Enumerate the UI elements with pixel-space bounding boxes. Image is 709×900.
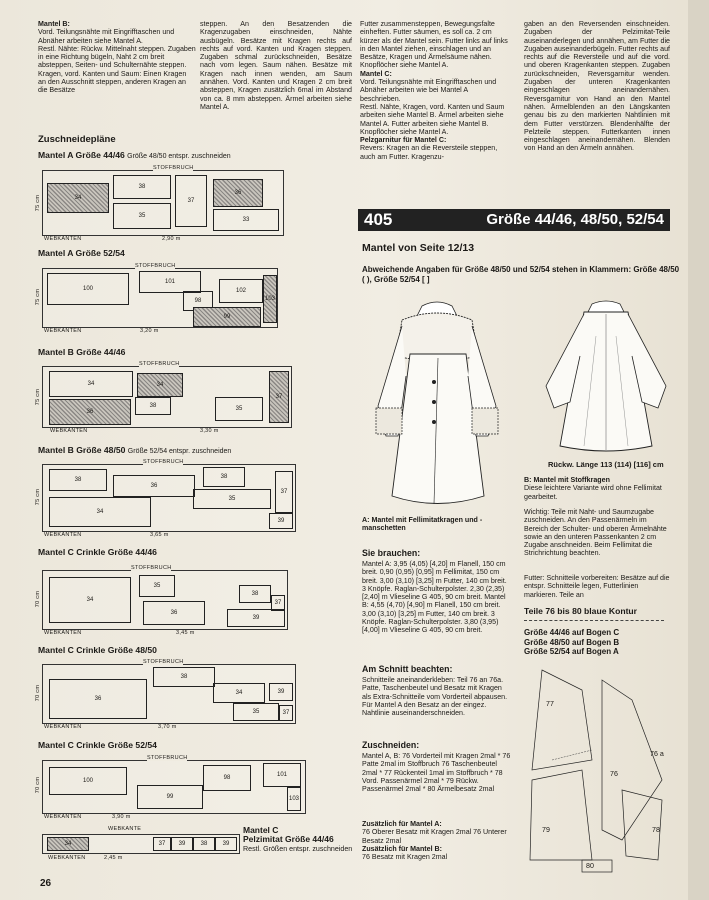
pattern-piece: 38	[135, 397, 171, 415]
cutting-layout-5	[42, 565, 288, 630]
pattern-piece: 38	[193, 837, 215, 851]
pattern-label: 79	[542, 826, 550, 834]
pattern-piece: 39	[171, 837, 193, 851]
pattern-piece: 101	[263, 763, 301, 787]
width-label: 3,70 m	[158, 724, 177, 730]
pattern-piece: 38	[49, 469, 107, 491]
pattern-piece: 37	[269, 371, 289, 423]
cutting-layout-1	[42, 165, 284, 236]
coat-b-illustration	[540, 296, 672, 456]
pattern-piece: 34	[49, 371, 133, 397]
width-label: 3,20 m	[140, 328, 159, 334]
pattern-piece: 98	[203, 765, 251, 791]
pattern-piece: 39	[269, 513, 293, 529]
layout-title-2: Mantel A Größe 52/54	[38, 248, 125, 258]
page-number: 26	[40, 878, 52, 889]
width-label: 3,45 m	[176, 630, 195, 636]
pattern-piece: 102	[219, 279, 263, 303]
height-label: 75 cm	[35, 488, 42, 506]
width-label: 3,65 m	[150, 532, 169, 538]
cutting-layout-4	[42, 459, 296, 532]
article-title: Mantel von Seite 12/13	[362, 242, 475, 254]
pattern-piece: 33	[213, 209, 279, 231]
fold-label: STOFFBRUCH	[131, 565, 172, 571]
pattern-piece: 35	[233, 703, 279, 721]
width-label: 3,90 m	[112, 814, 131, 820]
pattern-piece: 99	[193, 307, 261, 327]
col4-instructions: gaben an den Reversenden einschneiden. Zugaben der Pelzimitat-Teile auseinanderlegen und annähen, am Futter die Zugaben auseinanderbügeln. Futter rechts auf rechts auf die Reversteile und auf die vord. und oberen Kragenkanten steppen. Zugaben zurückschneiden, Reversgarnitur wenden. Zugaben der unteren Kragenkanten eingeschlagen aneinandernähen. Reversgarnitur von Hand an den Mantel nähen. Ärmelblenden an den Längskanten genau bis zu den markierten Nahtlinien mit dem Futter verstürzen. Blendenhälfte der Pelzteile steppen. Futterkanten innen eingeschlagen aneinandernähen. Blenden von Hand an den Ärmeln annähen.	[524, 20, 670, 153]
selvage-label: WEBKANTEN	[44, 724, 82, 730]
teile-heading: Teile 76 bis 80 blaue Kontur	[524, 606, 638, 616]
pattern-piece: 35	[113, 203, 171, 229]
fold-label: STOFFBRUCH	[135, 263, 176, 269]
width-label: 2,90 m	[162, 236, 181, 242]
pattern-piece: 34	[47, 183, 109, 213]
cutting-layout-7	[42, 755, 306, 814]
fold-label: STOFFBRUCH	[139, 361, 180, 367]
wichtig-note: Wichtig: Teile mit Naht- und Saumzugabe zuschneiden. An den Passenärmeln im Bereich der Schulter- und oberen Ärmelnähte sowie an den unteren Passenkanten 2 cm Zugabe anschneiden. Beim Fellimitat die Strichrichtung beachten.	[524, 508, 667, 558]
layout-title-7: Mantel C Crinkle Größe 52/54	[38, 740, 157, 750]
pattern-piece: 36	[213, 179, 263, 207]
pattern-piece: 37	[275, 471, 293, 513]
pattern-piece: 34	[49, 577, 131, 623]
bogen-list: Größe 44/46 auf Bogen C Größe 48/50 auf Bogen B Größe 52/54 auf Bogen A	[524, 628, 620, 656]
mantel-b-heading: Mantel B:	[38, 20, 70, 28]
layout-title-3: Mantel B Größe 44/46	[38, 347, 126, 357]
abweichende-note: Abweichende Angaben für Größe 48/50 und 52/54 stehen in Klammern: Größe 48/50 ( ), Größe 52/54 [ ]	[362, 265, 680, 284]
sie-brauchen-heading: Sie brauchen:	[362, 548, 421, 558]
selvage-label: WEBKANTEN	[48, 855, 86, 861]
fold-label: STOFFBRUCH	[143, 659, 184, 665]
mantel-b-instructions	[38, 20, 196, 95]
height-label: 70 cm	[35, 684, 42, 702]
pattern-piece: 39	[227, 609, 285, 627]
col2-instructions: steppen. An den Besatzenden die Kragenzugaben einschneiden, Nähte ausbügeln. Besätze mit Kragen rechts auf rechts auf vord. Kanten und Kragen steppen. Zugaben schmal zurückschneiden, Besätze nach vorn legen. Saum nähen. Besätze mit Kragen nach innen wenden, am Saum annähen. Vord. Kanten und Kragen 2 cm breit absteppen, Kragen zusätzlich 6mal im Abstand von ca. 8 mm absteppen. Ärmel arbeiten siehe Mantel A.	[200, 20, 352, 111]
zusaetzlich-a: Zusätzlich für Mantel A: 76 Oberer Besatz mit Kragen 2mal 76 Unterer Besatz 2mal Zusätzlich für Mantel B: 76 Besatz mit Kragen 2mal	[362, 820, 507, 862]
height-label: 75 cm	[35, 388, 42, 406]
fold-label: STOFFBRUCH	[153, 165, 194, 171]
width-label: 2,45 m	[104, 855, 123, 861]
layout-title-4: Mantel B Größe 48/50 Größe 52/54 entspr. zuschneiden	[38, 445, 232, 455]
selvage-label: WEBKANTEN	[44, 236, 82, 242]
fold-label: STOFFBRUCH	[143, 459, 184, 465]
mantel-b-text-2: Restl. Nähte: Rückw. Mittelnaht steppen. Zugaben in eine Richtung bügeln, Naht 2 cm breit absteppen, Seiten- und Schulternähte steppen.	[38, 44, 196, 70]
pattern-piece: 36	[143, 601, 205, 625]
zuschneiden-text: Mantel A, B: 76 Vorderteil mit Kragen 2mal * 76 Patte 2mal im Stoffbruch 76 Taschenbeutel 2mal * 77 Rückenteil 1mal im Stoffbruch * 78 Vord. Passenärmel 2mal * 79 Rückw. Passenärmel 2mal * 80 Ärmelbesatz 2mal	[362, 752, 511, 794]
layout-title-6: Mantel C Crinkle Größe 48/50	[38, 645, 157, 655]
pattern-piece: 99	[137, 785, 203, 809]
pattern-piece: 36	[49, 679, 147, 719]
pattern-piece: 34	[213, 683, 265, 703]
futter-note: Futter: Schnitteile vorbereiten: Besätze auf die entspr. Schnitteile legen, Futterlinien markieren. Teile an	[524, 574, 670, 599]
caption-b: B: Mantel mit Stoffkragen Diese leichtere Variante wird ohne Fellimitat gearbeitet.	[524, 476, 662, 501]
selvage-label: WEBKANTEN	[44, 630, 82, 636]
coat-a-illustration	[362, 296, 512, 514]
caption-a: A: Mantel mit Fellimitatkragen und -manschetten	[362, 516, 483, 533]
pattern-piece: 101	[139, 271, 201, 293]
am-schnitt-text: Schnitteile aneinanderkleben: Teil 76 an 76a. Patte, Taschenbeutel und Besatz mit Kragen als Extra-Schnitteile vom Vorderteil abpausen. Für Mantel A den Besatz an der eingez. Nahtlinie auseinanderschneiden.	[362, 676, 508, 718]
pattern-piece: 38	[203, 467, 245, 487]
height-label: 70 cm	[35, 776, 42, 794]
pattern-piece: 38	[113, 175, 171, 199]
height-label: 75 cm	[35, 194, 42, 212]
layout-title-5: Mantel C Crinkle Größe 44/46	[38, 547, 157, 557]
pattern-overview-sketch	[522, 660, 672, 880]
height-label: 70 cm	[35, 590, 42, 608]
pattern-piece: 103	[287, 787, 301, 811]
pattern-piece: 37	[271, 595, 285, 611]
pattern-piece: 98	[183, 291, 213, 311]
pattern-piece: 37	[279, 705, 293, 721]
pattern-label: 76	[610, 770, 618, 778]
pattern-piece: 103	[263, 275, 277, 323]
pattern-piece: 35	[139, 575, 175, 597]
selvage-label: WEBKANTEN	[44, 814, 82, 820]
cutting-layout-6	[42, 659, 296, 724]
selvage-label: WEBKANTEN	[44, 532, 82, 538]
back-length: Rückw. Länge 113 (114) [116] cm	[548, 460, 664, 469]
pattern-sizes: Größe 44/46, 48/50, 52/54	[486, 211, 664, 228]
width-label: 3,30 m	[200, 428, 219, 434]
zuschneiden-heading: Zuschneiden:	[362, 740, 420, 750]
height-label: 75 cm	[35, 288, 42, 306]
am-schnitt-heading: Am Schnitt beachten:	[362, 664, 453, 674]
selvage-label: WEBKANTE	[108, 826, 142, 832]
sie-brauchen-text: Mantel A: 3,95 (4,05) [4,20] m Flanell, 150 cm breit. 0,90 (0,95) [0,95] m Fellimitat, 150 cm breit. 3,00 (3,10) [3,25] m Futter, 140 cm breit. 3 Knöpfe. Raglan-Schulterpolster. 2,30 (2,35) [2,40] m Vlieseline G 405, 90 cm breit. Mantel B: 4,55 (4,70) [4,90] m Flanell, 150 cm breit. 3,00 (3,10) [3,25] m Futter, 140 cm breit. 3 Knöpfe. Raglan-Schulterpolster. 3,80 (3,95) [4,00] m Vlieseline G 405, 90 cm breit.	[362, 560, 507, 635]
pattern-piece: 36	[113, 475, 195, 497]
pattern-label: 76 a	[650, 750, 664, 758]
small-layout-caption: Mantel C Pelzimitat Größe 44/46 Restl. Größen entspr. zuschneiden	[243, 825, 353, 853]
pattern-piece: 35	[193, 489, 271, 509]
pattern-piece: 38	[153, 667, 215, 687]
col3-instructions: Futter zusammensteppen, Bewegungsfalte einheften. Futter säumen, es soll ca. 2 cm kürzer als der Mantel sein. Futter links auf links in den Mantel ziehen, einschlagen und an Besätze, Kragen und Ärmelsäume nähen. Knopflöcher siehe Mantel A. Mantel C: Vord. Teilungsnähte mit Eingrifftaschen und Abnäher arbeiten wie bei Mantel A beschrieben. Restl. Nähte, Kragen, vord. Kanten und Saum arbeiten siehe Mantel B. Ärmel arbeiten siehe Mantel A. Futter arbeiten siehe Mantel B. Knopflöcher siehe Mantel A. Pelzgarnitur für Mantel C: Revers: Kragen an die Reversteile steppen, auch am Futter. Kragenzu-	[360, 20, 508, 161]
fold-label: STOFFBRUCH	[147, 755, 188, 761]
cutting-layout-3	[42, 361, 292, 428]
mantel-b-text-3: Kragen, vord. Kanten und Saum: Einen Kragen an den Ausschnitt steppen, anderen Kragen an die Besätze	[38, 69, 187, 95]
pattern-piece: 37	[153, 837, 171, 851]
pattern-piece: 100	[47, 273, 129, 305]
pattern-number: 405	[364, 210, 393, 229]
pattern-piece: 34	[137, 373, 183, 397]
pattern-piece: 100	[49, 767, 127, 795]
selvage-label: WEBKANTEN	[44, 328, 82, 334]
pattern-piece: 38	[239, 585, 271, 603]
wave-divider	[524, 620, 664, 621]
pattern-piece: 37	[175, 175, 207, 227]
pattern-label: 80	[586, 862, 594, 870]
pattern-piece: 35	[215, 397, 263, 421]
cutting-layout-small	[42, 834, 240, 854]
pattern-number-banner	[358, 209, 670, 231]
mantel-b-text-1: Vord. Teilungsnähte mit Eingrifftaschen und Abnäher arbeiten siehe Mantel A.	[38, 28, 175, 45]
pattern-piece: 34	[49, 497, 151, 527]
pattern-piece: 39	[269, 683, 293, 701]
pattern-piece: 34	[47, 837, 89, 851]
zuschneideplaene-heading: Zuschneidepläne	[38, 134, 116, 145]
selvage-label: WEBKANTEN	[50, 428, 88, 434]
pattern-piece: 39	[215, 837, 237, 851]
cutting-layout-2	[42, 263, 278, 328]
pattern-label: 78	[652, 826, 660, 834]
pattern-label: 77	[546, 700, 554, 708]
layout-title-1: Mantel A Größe 44/46 Größe 48/50 entspr. zuschneiden	[38, 150, 231, 160]
next-page-edge	[688, 0, 709, 900]
pattern-piece: 36	[49, 399, 131, 425]
